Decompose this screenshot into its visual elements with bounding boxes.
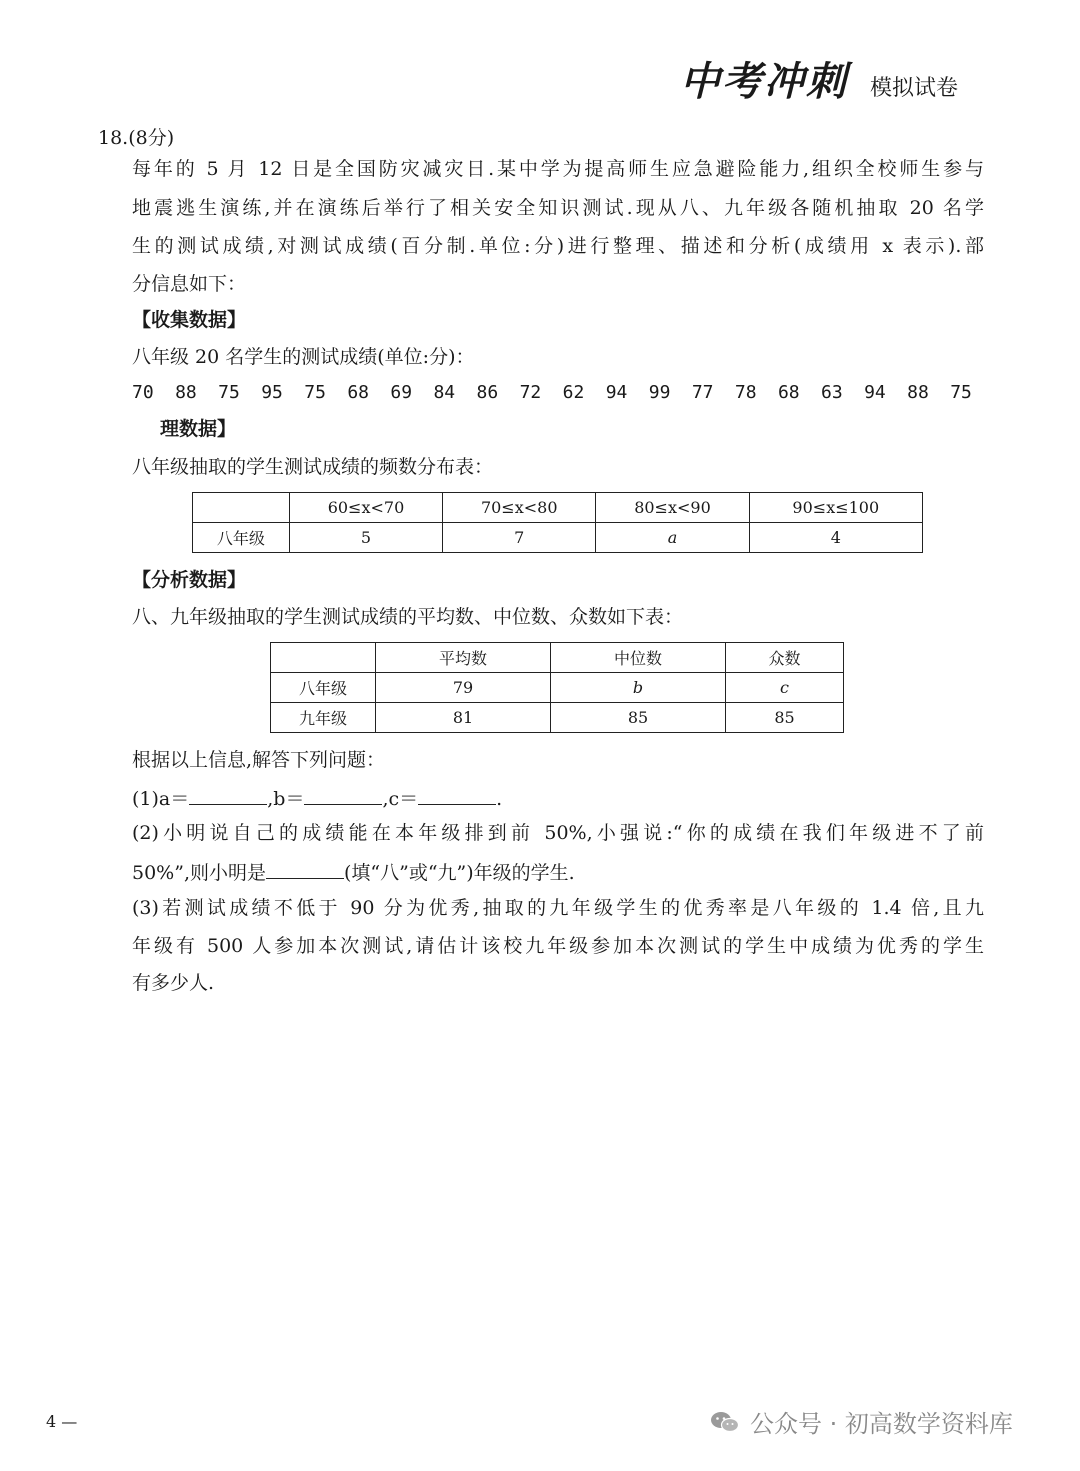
sub-question-2-line xyxy=(132,862,575,883)
table-cell: 85 xyxy=(551,703,726,733)
q2-part-b: (填“八”或“九”)年级的学生. xyxy=(343,862,575,884)
intro-line: 每年的 5 月 12 日是全国防灾减灾日.某中学为提高师生应急避险能力,组织全校师生参与 xyxy=(132,158,984,180)
score-value: 88 xyxy=(907,382,929,403)
sub-question-3-line: (3)若测试成绩不低于 90 分为优秀,抽取的九年级学生的优秀率是八年级的 1.4 倍,且九 xyxy=(132,897,984,919)
section-analyze: 【分析数据】 xyxy=(132,569,247,591)
sub-question-1 xyxy=(132,788,502,809)
score-value: 99 xyxy=(648,382,671,403)
table-cell: 九年级 xyxy=(271,703,376,733)
score-value: 75 xyxy=(218,382,240,403)
table-header-cell: 80≤x<90 xyxy=(596,493,749,523)
answer-blank-grade[interactable] xyxy=(266,862,344,879)
q2-part-a: 50%”,则小明是 xyxy=(132,862,266,884)
watermark-text: 公众号 · 初高数学资料库 xyxy=(750,1410,1013,1438)
prompt-text: 根据以上信息,解答下列问题： xyxy=(132,749,386,771)
wechat-icon xyxy=(710,1410,740,1434)
table-header-cell: 90≤x≤100 xyxy=(749,493,922,523)
score-value: 78 xyxy=(734,382,757,403)
table-cell: 4 xyxy=(749,523,922,553)
score-list xyxy=(132,382,972,403)
section-organize: 理数据】 xyxy=(160,418,237,440)
score-value: 84 xyxy=(433,382,456,403)
intro-line: 生的测试成绩,对测试成绩(百分制.单位:分)进行整理、描述和分析(成绩用 x 表示).部 xyxy=(132,235,984,257)
analyze-description: 八、九年级抽取的学生测试成绩的平均数、中位数、众数如下表： xyxy=(132,606,684,628)
table-header-cell xyxy=(271,643,376,673)
table-cell: a xyxy=(596,523,749,553)
intro-line: 分信息如下： xyxy=(132,273,247,295)
q1-part-c: ,c＝ xyxy=(382,788,419,810)
table-header-cell: 平均数 xyxy=(376,643,551,673)
q1-end: . xyxy=(496,788,503,810)
page-number: 4 — xyxy=(46,1412,78,1431)
score-value: 68 xyxy=(777,382,800,403)
q1-part-b: ,b＝ xyxy=(267,788,305,810)
answer-blank-b[interactable] xyxy=(304,788,382,805)
brand-title: 中考冲刺 xyxy=(679,58,848,105)
sub-question-3-line: 有多少人. xyxy=(132,972,215,994)
score-value: 94 xyxy=(605,382,628,403)
table-row xyxy=(193,523,923,553)
score-value: 62 xyxy=(562,382,585,403)
organize-description: 八年级抽取的学生测试成绩的频数分布表： xyxy=(132,456,494,478)
table-header-cell: 中位数 xyxy=(551,643,726,673)
table-header-cell: 70≤x<80 xyxy=(443,493,596,523)
table-cell: 81 xyxy=(376,703,551,733)
table-header-cell: 60≤x<70 xyxy=(289,493,442,523)
score-value: 77 xyxy=(691,382,714,403)
intro-line: 地震逃生演练,并在演练后举行了相关安全知识测试.现从八、九年级各随机抽取 20 名学 xyxy=(132,197,984,219)
header-subtitle: 模拟试卷 xyxy=(869,76,958,101)
table-cell: c xyxy=(726,673,844,703)
section-collect: 【收集数据】 xyxy=(132,309,247,331)
score-value: 70 xyxy=(132,382,154,403)
score-value: 75 xyxy=(950,382,972,403)
table-cell: 八年级 xyxy=(271,673,376,703)
table-header-cell xyxy=(193,493,290,523)
answer-blank-a[interactable] xyxy=(189,788,267,805)
answer-blank-c[interactable] xyxy=(418,788,496,805)
watermark xyxy=(710,1404,1013,1439)
collect-description: 八年级 20 名学生的测试成绩(单位:分)： xyxy=(132,346,475,368)
score-value: 68 xyxy=(347,382,369,403)
score-value: 69 xyxy=(390,382,413,403)
score-value: 86 xyxy=(476,382,499,403)
table-cell: 八年级 xyxy=(193,523,290,553)
question-number: 18.(8分) xyxy=(98,127,175,149)
page-header xyxy=(680,50,958,107)
table-cell: 7 xyxy=(443,523,596,553)
table-cell: 79 xyxy=(376,673,551,703)
score-value: 75 xyxy=(304,382,326,403)
table-row xyxy=(271,703,844,733)
table-header-row xyxy=(193,493,923,523)
table-cell: b xyxy=(551,673,726,703)
score-value: 63 xyxy=(821,382,843,403)
sub-question-2-line: (2)小明说自己的成绩能在本年级排到前 50%,小强说:“你的成绩在我们年级进不了前 xyxy=(132,822,984,844)
statistics-table xyxy=(270,642,844,733)
sub-question-3-line: 年级有 500 人参加本次测试,请估计该校九年级参加本次测试的学生中成绩为优秀的学生 xyxy=(132,935,984,957)
score-value: 94 xyxy=(864,382,886,403)
table-header-row xyxy=(271,643,844,673)
table-header-cell: 众数 xyxy=(726,643,844,673)
table-cell: 85 xyxy=(726,703,844,733)
score-value: 95 xyxy=(261,382,283,403)
q1-part-a: (1)a＝ xyxy=(132,788,190,810)
table-cell: 5 xyxy=(289,523,442,553)
score-value: 72 xyxy=(519,382,542,403)
table-row xyxy=(271,673,844,703)
score-value: 88 xyxy=(175,382,197,403)
frequency-table xyxy=(192,492,923,553)
